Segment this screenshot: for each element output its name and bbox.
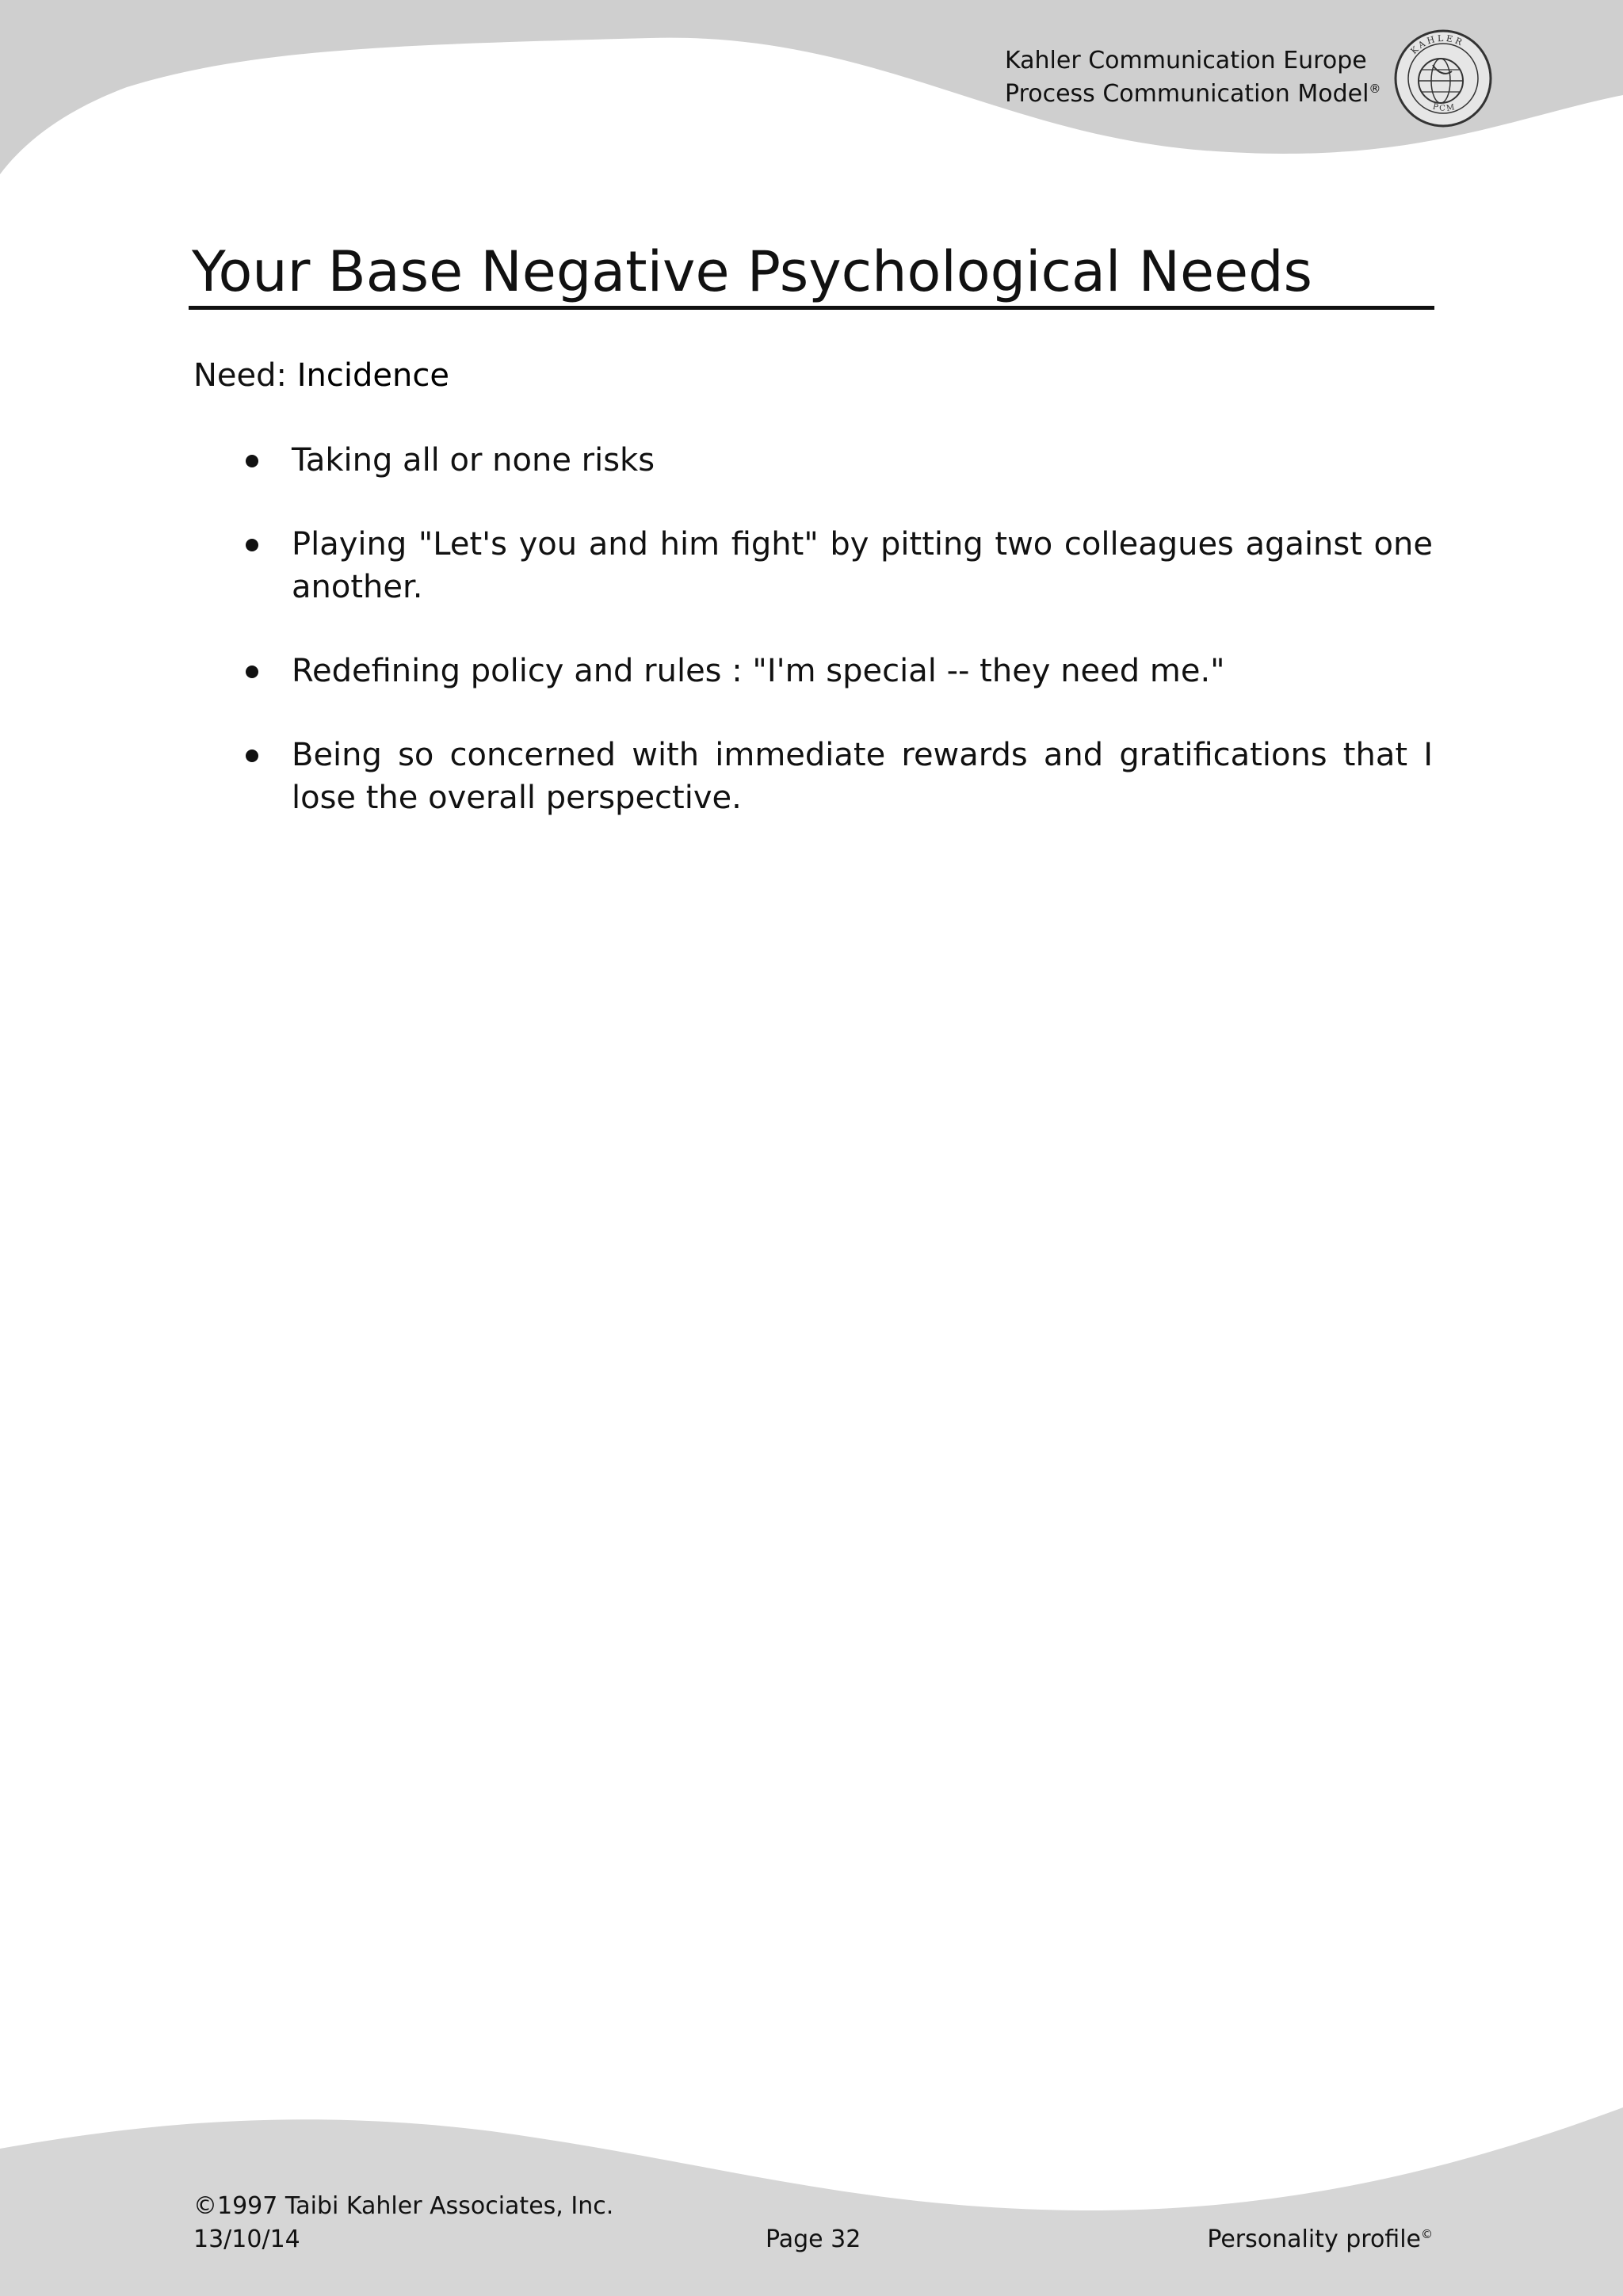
org-name: Kahler Communication Europe xyxy=(1005,47,1367,74)
list-item-text: Taking all or none risks xyxy=(292,442,655,479)
need-label: Need: xyxy=(193,357,288,394)
list-item-text: Redefining policy and rules : "I'm special -- they need me." xyxy=(292,653,1225,689)
bullet-dot-icon xyxy=(246,539,258,551)
page-title: Your Base Negative Psychological Needs xyxy=(192,239,1312,304)
model-name: Process Communication Model xyxy=(1005,80,1369,108)
footer-left xyxy=(193,2190,613,2256)
bullet-dot-icon xyxy=(246,749,258,762)
globe-seal-icon xyxy=(1393,29,1493,128)
bullet-dot-icon xyxy=(246,666,258,678)
page-number: Page 32 xyxy=(766,2225,861,2253)
list-item-text: Being so concerned with immediate rewards and gratifications that I lose the overall perspective. xyxy=(292,737,1433,816)
model-name-line xyxy=(1005,78,1381,111)
copyright: ©1997 Taibi Kahler Associates, Inc. xyxy=(193,2192,614,2220)
need-value: Incidence xyxy=(296,357,449,394)
bullet-dot-icon xyxy=(246,455,258,467)
list-item-text: Playing "Let's you and him fight" by pitting two colleagues against one another. xyxy=(292,526,1433,605)
doc-name: Personality profile xyxy=(1207,2225,1421,2253)
registered-mark: ® xyxy=(1369,82,1381,96)
list-item xyxy=(238,734,1433,819)
list-item xyxy=(238,523,1433,608)
logo-ring-bottom-text: PCM xyxy=(1431,102,1457,113)
header-text xyxy=(1005,44,1381,111)
copyright-mark: © xyxy=(1421,2227,1433,2241)
need-line xyxy=(193,353,449,398)
logo-ring-top-text: KAHLER xyxy=(1408,32,1466,56)
needs-bullet-list xyxy=(238,439,1433,860)
footer-date: 13/10/14 xyxy=(193,2225,300,2253)
list-item xyxy=(238,439,1433,482)
footer-doc-name-line xyxy=(1207,2223,1433,2256)
title-underline xyxy=(189,306,1434,310)
list-item xyxy=(238,650,1433,692)
